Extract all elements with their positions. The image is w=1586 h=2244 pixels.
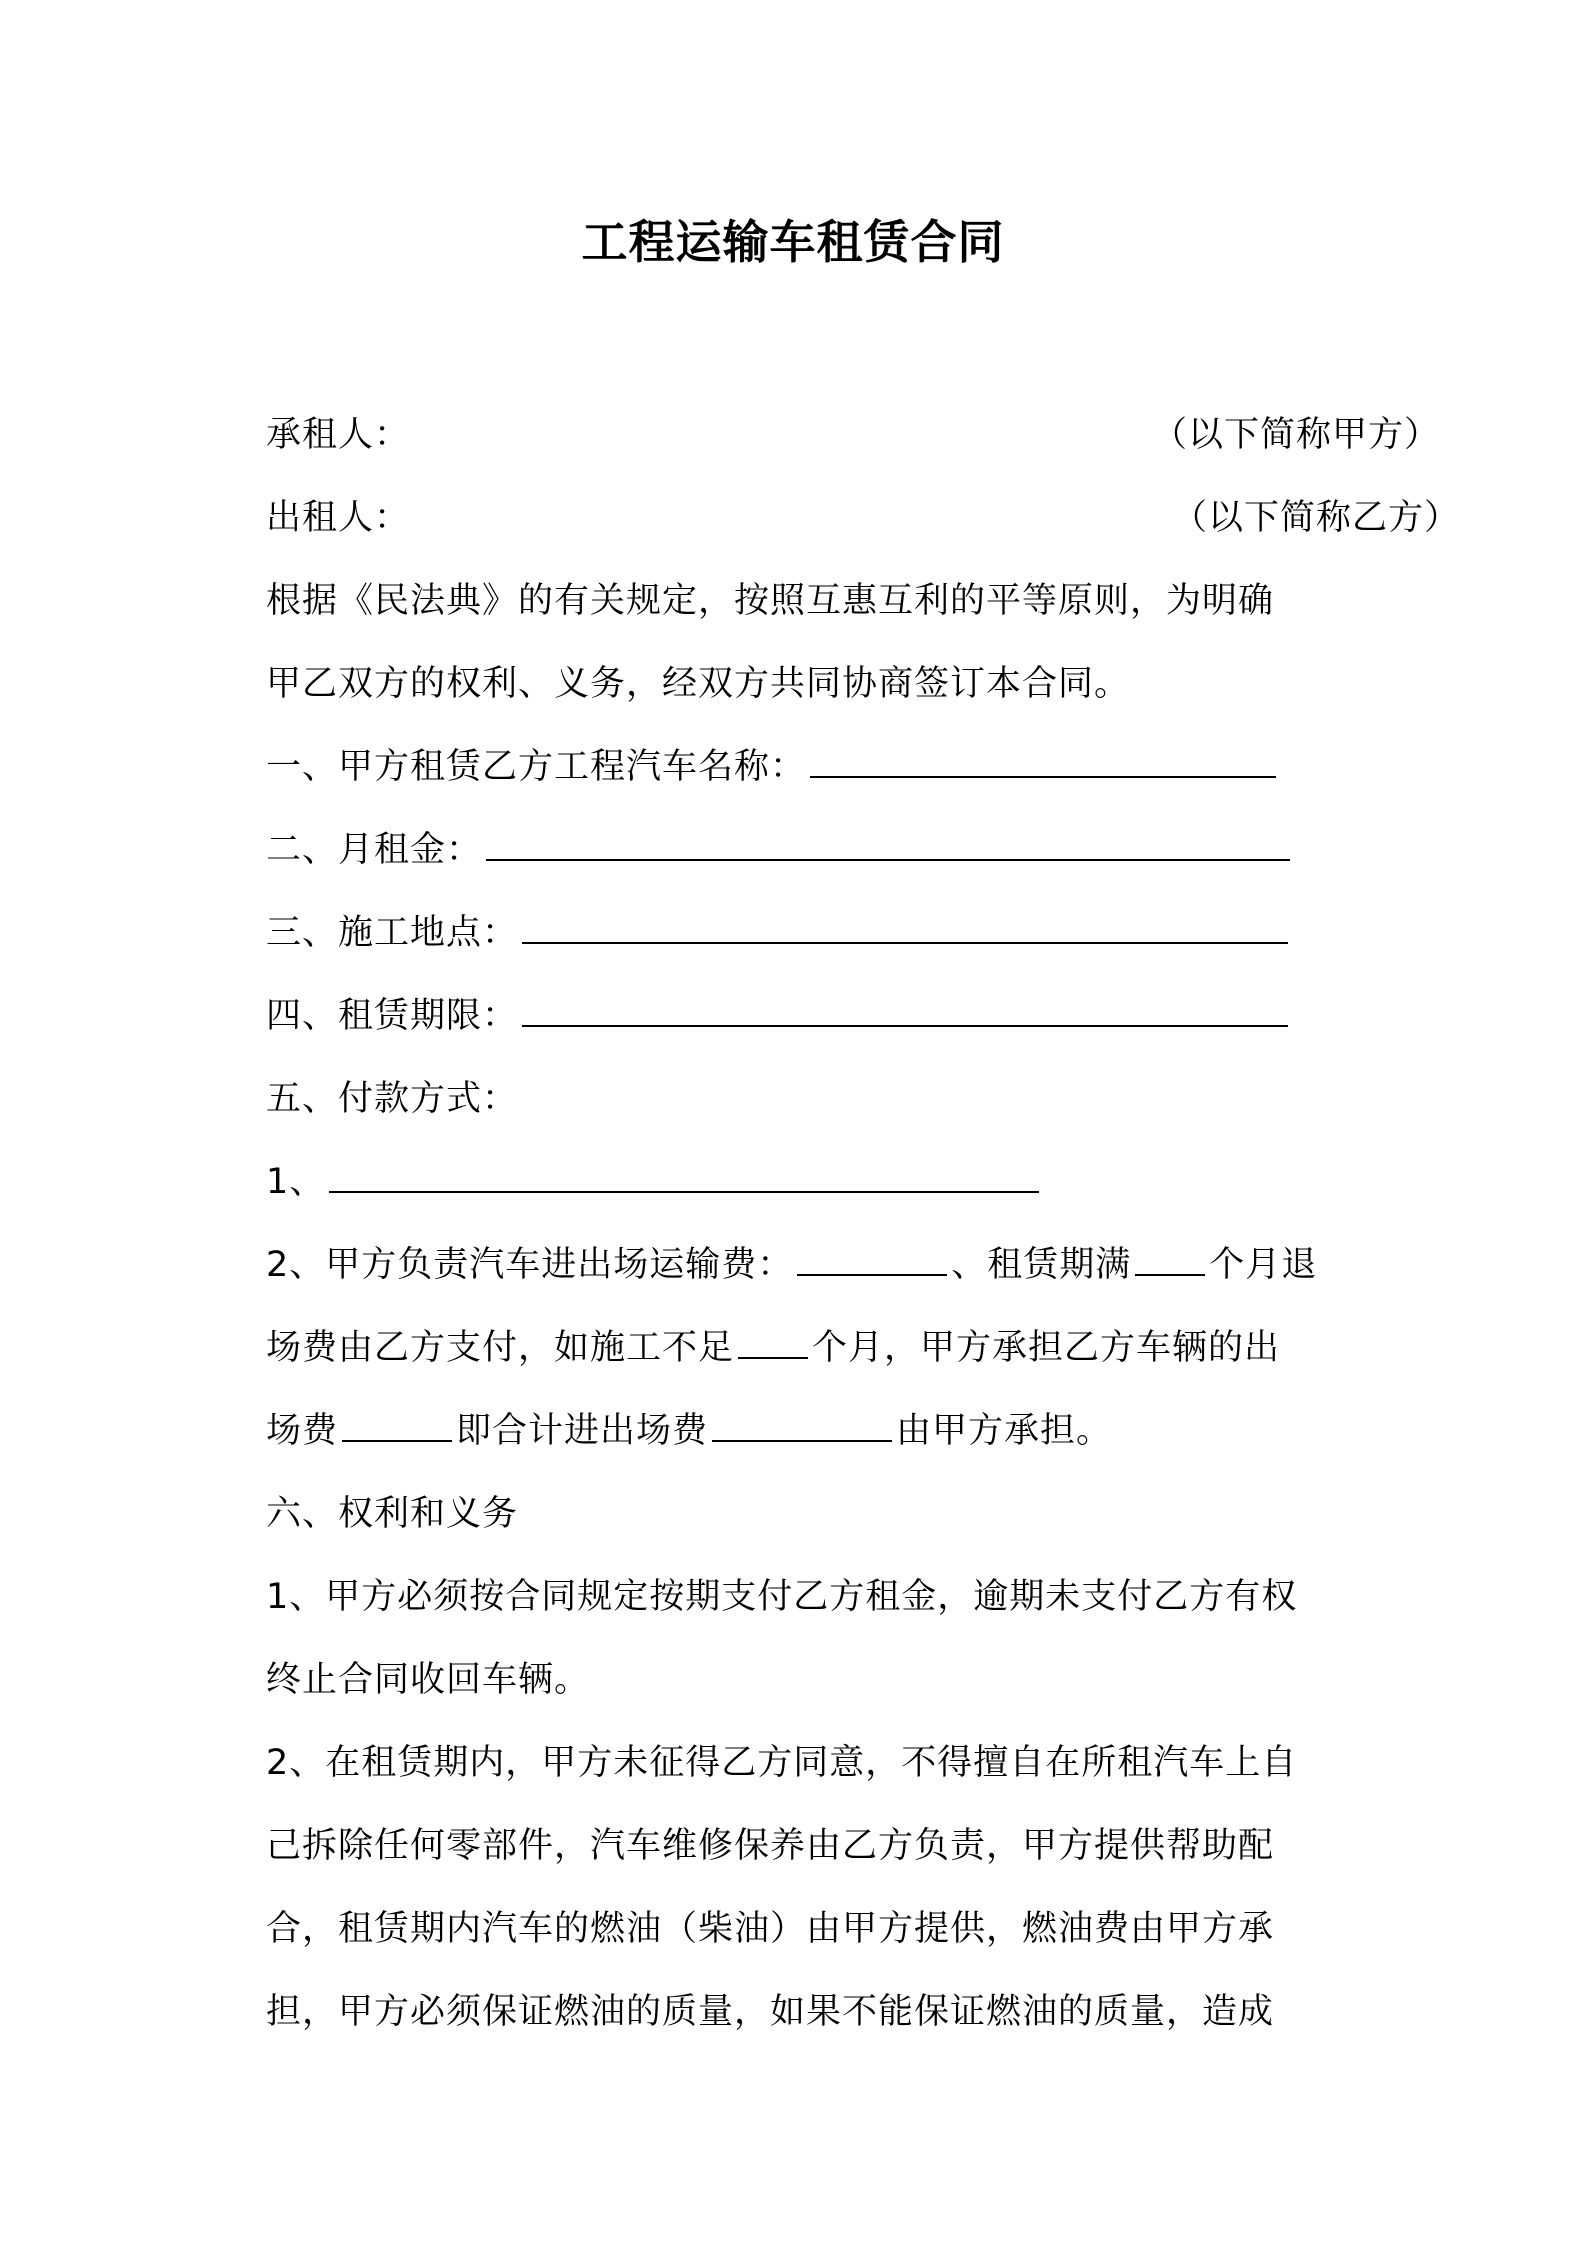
transport-fee-label: 2、甲方负责汽车进出场运输费： xyxy=(266,1245,794,1285)
vehicle-name-blank[interactable] xyxy=(810,742,1276,778)
item-monthly-rent xyxy=(266,825,1294,875)
intro-line-1: 根据《民法典》的有关规定，按照互惠互利的平等原则，为明确 xyxy=(266,581,1275,621)
total-fee-blank[interactable] xyxy=(712,1406,892,1442)
lessor-note: （以下简称乙方） xyxy=(1172,498,1461,538)
exit-fee-label: 个月，甲方承担乙方车辆的出 xyxy=(812,1328,1281,1368)
duty-2-line-4: 担，甲方必须保证燃油的质量，如果不能保证燃油的质量，造成 xyxy=(266,1992,1275,2032)
insufficient-months-blank[interactable] xyxy=(738,1323,808,1359)
borne-by-lessee-label: 由甲方承担。 xyxy=(896,1411,1113,1451)
total-fee-label: 即合计进出场费 xyxy=(456,1411,709,1451)
site-blank[interactable] xyxy=(522,908,1288,944)
payment-method-blank[interactable] xyxy=(329,1157,1039,1193)
transport-fee-blank[interactable] xyxy=(797,1240,947,1276)
payment-clause-2-line-3 xyxy=(266,1406,1112,1456)
payment-clause-2-line-1 xyxy=(266,1240,1317,1290)
exit-fee-blank[interactable] xyxy=(342,1406,452,1442)
lessee-line xyxy=(266,410,1441,460)
monthly-rent-blank[interactable] xyxy=(486,825,1290,861)
item-payment: 五、付款方式： xyxy=(266,1079,519,1119)
item-site xyxy=(266,908,1292,958)
duty-2-line-3: 合，租赁期内汽车的燃油（柴油）由甲方提供，燃油费由甲方承 xyxy=(266,1909,1275,1949)
insufficient-label: 场费由乙方支付，如施工不足 xyxy=(266,1328,735,1368)
item-vehicle-name xyxy=(266,742,1280,792)
payment-clause-1 xyxy=(266,1157,1043,1207)
item-rights-duties: 六、权利和义务 xyxy=(266,1494,519,1534)
lessor-line xyxy=(266,493,1461,543)
duty-2-line-1: 2、在租赁期内，甲方未征得乙方同意，不得擅自在所租汽车上自 xyxy=(266,1743,1298,1783)
item-monthly-rent-label: 二、月租金： xyxy=(266,830,483,870)
months-blank[interactable] xyxy=(1135,1240,1205,1276)
months-exit-label: 个月退 xyxy=(1209,1245,1318,1285)
duty-2-line-2: 己拆除任何零部件，汽车维修保养由乙方负责，甲方提供帮助配 xyxy=(266,1826,1275,1866)
fee-label: 场费 xyxy=(266,1411,339,1451)
item-site-label: 三、施工地点： xyxy=(266,913,519,953)
term-blank[interactable] xyxy=(522,991,1288,1027)
lessee-note: （以下简称甲方） xyxy=(1152,415,1441,455)
document-title: 工程运输车租赁合同 xyxy=(581,215,1005,269)
intro-line-2: 甲乙双方的权利、义务，经双方共同协商签订本合同。 xyxy=(266,664,1131,704)
lessor-label: 出租人： xyxy=(266,498,411,538)
duty-1-line-2: 终止合同收回车辆。 xyxy=(266,1660,591,1700)
item-term-label: 四、租赁期限： xyxy=(266,996,519,1036)
lease-expire-label: 、租赁期满 xyxy=(951,1245,1132,1285)
payment-clause-1-label: 1、 xyxy=(266,1162,326,1202)
item-term xyxy=(266,991,1292,1041)
payment-clause-2-line-2 xyxy=(266,1323,1280,1373)
item-vehicle-name-label: 一、甲方租赁乙方工程汽车名称： xyxy=(266,747,807,787)
lessee-label: 承租人： xyxy=(266,415,411,455)
duty-1-line-1: 1、甲方必须按合同规定按期支付乙方租金，逾期未支付乙方有权 xyxy=(266,1577,1298,1617)
